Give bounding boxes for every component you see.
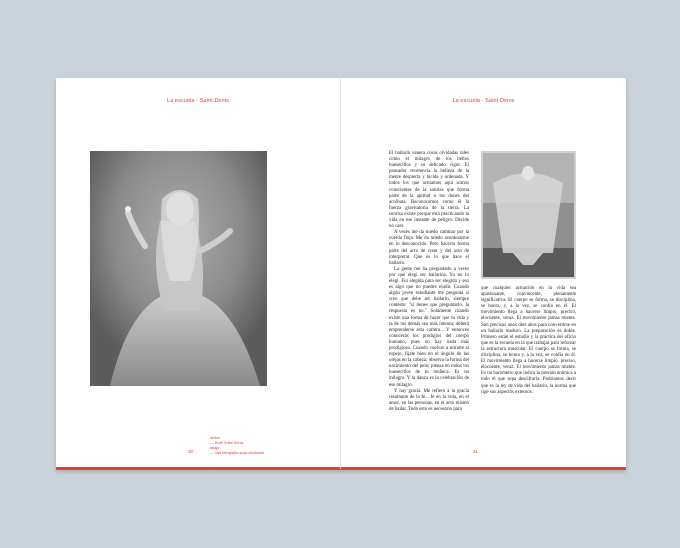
draped-dancer-illustration [483,153,574,277]
left-page [56,78,341,470]
running-head-left: La escuela · Saint Denis [166,98,230,104]
main-photo [90,151,267,386]
page-number-left: 30 [188,449,194,454]
page-number-right: 31 [473,449,479,454]
paragraph: La gente me ha preguntado a veces por qué elegí ser bailarina. Yo no lo elegí. Fui elegida para ser elegida y eso es algo que no puedes eludir. Cuando algún joven estudiante me pregunta si creo que debe ser bailarín, siempre contesto: "si tienes que preguntarlo, la respuesta es no." Solamente cuando existe una forma de hacer que tu vida y la de los demás sea más intensa, deberá emprenderse esta carrera... Y entonces conocerás los prodigios del cuerpo humano, pues no hay nada más prodigioso. Cuando vuelvas a mirarte al espejo, fíjate bien en el ángulo de las orejas en la cabeza; observa la forma del nacimiento del pelo; piensa en todos los huesecillos de tu muñeca. Es un milagro. Y la danza es la celebración de ese milagro. [389,266,469,388]
caption-line: — una fotografía suya dedicada [210,451,264,455]
caption-line: arriba [210,436,220,440]
text-column-right [481,286,576,396]
paragraph: que cualquier actuación en la vida sea apasionante, convincente, plenamente significativa. El cuerpo se forma, se disciplina, se honra, y, a la vez, se confía en él. El movimiento llega a hacerse limpio, preciso, elocuente, veraz. El movimiento jamás miente. Son precisos unos diez años para convertirse en un bailarín maduro. La preparación es doble. Primero están el estudio y la práctica del oficio que es la escuela en la que trabajas para reforzar la estructura muscular. El cuerpo se forma, se disciplina, se honra y, a la vez, se confía en él. El movimiento llega a hacerse limpio, preciso, elocuente, veraz. El movimiento jamás miente. Es un barómetro que indica la presión anímica a todo el que sepa descifrarla. Podríamos decir que es la ley de vida del bailarín, la norma que rige sus aspectos externos. [481,286,576,395]
caption-line: — Ruth Saint Denis [210,441,244,445]
paragraph: Y hay gracia. Me refiero a la gracia resultante de la fe... fe en la vida, en el amor, en las personas, en el acto mismo de bailar. Todo esto es necesario para [389,388,469,412]
paragraph: El bailarín venera cosas olvidadas tales como el milagro de los bellos huesecillos y su delicado vigor. El pensador reverencia la belleza de la mente despierta y lúcida y ordenada. Y todos los que actuamos aquí somos conscientes de la sonrisa que forma parte de la aptitud o los dones del acróbata. Reconocemos como él la fuerza gravitatoria de la tierra. La sonrisa existe porque está practicando la vida en ese instante de peligro. Decide no caer. [389,151,469,230]
dancer-portrait-illustration [90,151,267,386]
small-photo [481,151,576,279]
running-head-right: La escuela · Saint Denis [452,98,515,104]
paragraph: A veces me da miedo caminar por la cuerda floja. Me da miedo aventurarme en lo desconocido. Pero hacerlo forma parte del acto de crear y del acto de interpretar. Que es lo que hace el bailarín. [389,230,469,266]
right-page [341,78,626,470]
text-column-left [389,151,469,413]
book-spread [56,78,626,470]
photo-caption [210,436,300,456]
caption-line: abajo [210,446,220,450]
